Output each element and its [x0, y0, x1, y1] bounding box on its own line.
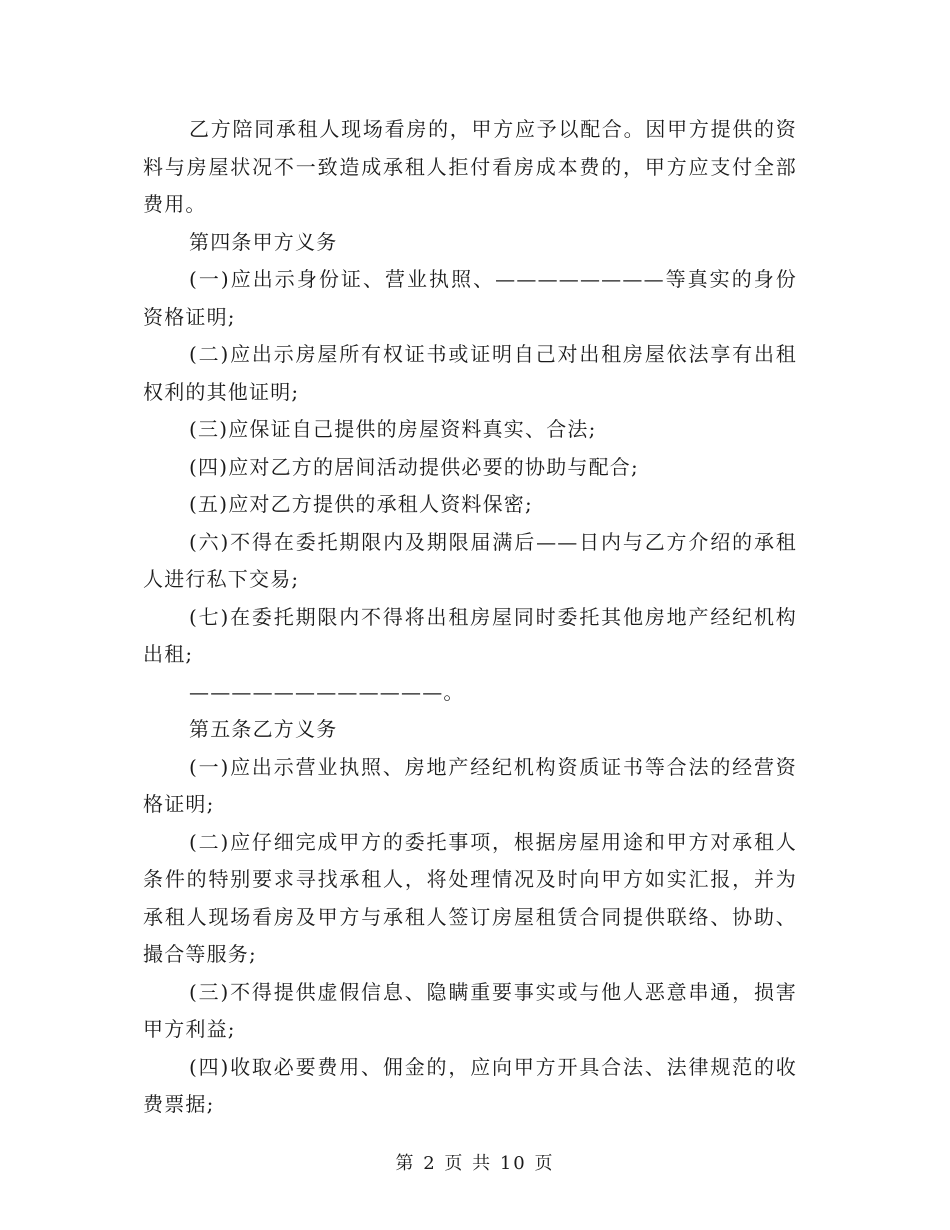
heading-article-4: 第四条甲方义务: [189, 229, 338, 254]
clause-4-1: (一)应出示身份证、营业执照、————————等真实的身份资格证明;: [143, 267, 797, 329]
clause-5-4: (四)收取必要费用、佣金的，应向甲方开具合法、法律规范的收费票据;: [143, 1054, 797, 1116]
clause-5-2: (二)应仔细完成甲方的委托事项，根据房屋用途和甲方对承租人条件的特别要求寻找承租人，将处理情况及时向甲方如实汇报，并为承租人现场看房及甲方与承租人签订房屋租赁合同提供联络、协助、撮合等服务;: [143, 829, 797, 966]
clause-4-blank: ————————————。: [189, 679, 465, 704]
clause-4-4: (四)应对乙方的居间活动提供必要的协助与配合;: [189, 454, 639, 479]
clause-5-1: (一)应出示营业执照、房地产经纪机构资质证书等合法的经营资格证明;: [143, 754, 797, 816]
page-number-footer: 第 2 页 共 10 页: [395, 1153, 555, 1174]
paragraph-viewing-cooperation: 乙方陪同承租人现场看房的，甲方应予以配合。因甲方提供的资料与房屋状况不一致造成承租人拒付看房成本费的，甲方应支付全部费用。: [143, 117, 797, 216]
document-body: [143, 111, 797, 1124]
clause-4-2: (二)应出示房屋所有权证书或证明自己对出租房屋依法享有出租权利的其他证明;: [143, 342, 797, 404]
heading-article-5: 第五条乙方义务: [189, 717, 338, 741]
clause-5-3: (三)不得提供虚假信息、隐瞒重要事实或与他人恶意串通，损害甲方利益;: [143, 979, 797, 1041]
clause-4-7: (七)在委托期限内不得将出租房屋同时委托其他房地产经纪机构出租;: [143, 604, 797, 666]
clause-4-5: (五)应对乙方提供的承租人资料保密;: [189, 492, 533, 516]
clause-4-6: (六)不得在委托期限内及期限届满后——日内与乙方介绍的承租人进行私下交易;: [143, 529, 797, 591]
clause-4-3: (三)应保证自己提供的房屋资料真实、合法;: [189, 417, 597, 441]
